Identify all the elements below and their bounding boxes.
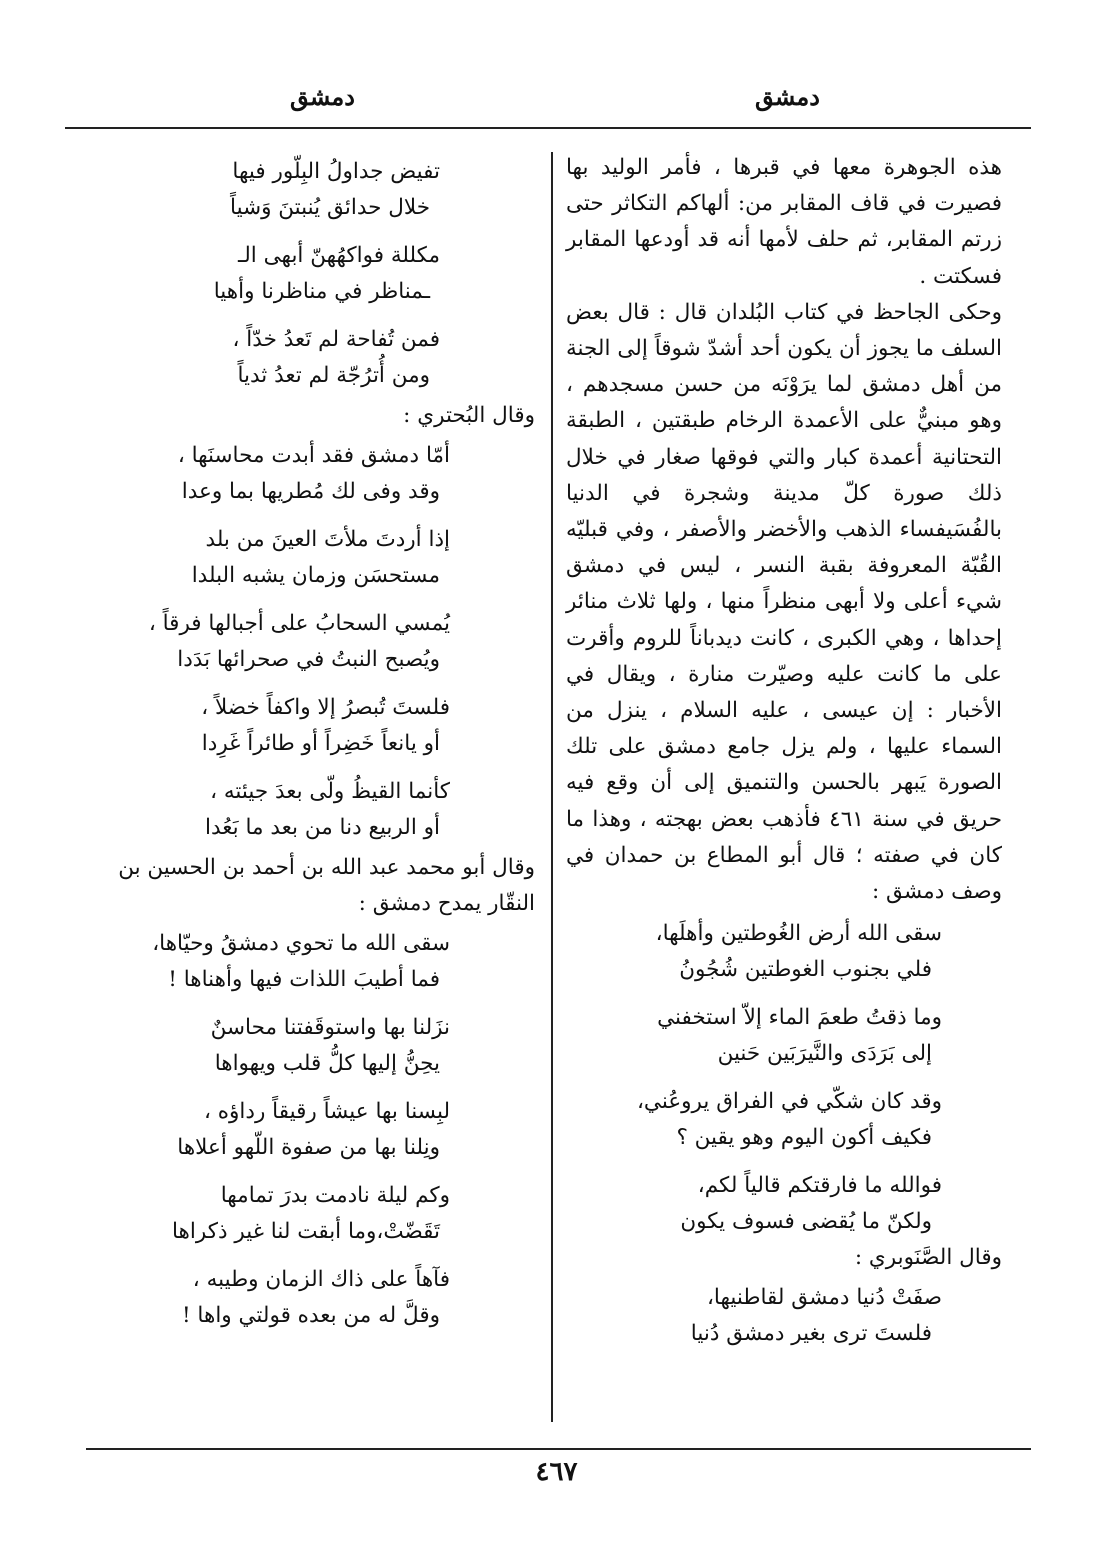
verse-line: تَقَضّتْ،وما أبقت لنا غير ذكراها	[171, 1219, 440, 1244]
poem-abu-al-mutaa	[566, 916, 1002, 1240]
verse-line: سقى الله ما تحوي دمشقُ وحيّاها،	[152, 931, 450, 956]
poem-buhturi	[80, 438, 535, 846]
couplet	[80, 1262, 450, 1334]
verse-line: ونِلنا بها من صفوة اللّهو أعلاها	[177, 1135, 440, 1160]
poem-continuation	[80, 154, 535, 394]
page-number: ٤٦٧	[535, 1457, 578, 1487]
verse-line: صفَتْ دُنيا دمشق لقاطنيها،	[706, 1285, 942, 1311]
poem-naqqar	[80, 926, 535, 1334]
verse-line: سقى الله أرض الغُوطتين وأهلَها،	[655, 921, 942, 947]
poem-intro: وقال البُحتري :	[403, 403, 535, 428]
verse-line: ـمناظر في مناظرنا وأهيا	[213, 279, 430, 304]
poem-intro: وقال الصَّنَوبري :	[854, 1245, 1002, 1271]
verse-line: وكم ليلة نادمت بدرَ تمامها	[220, 1183, 450, 1208]
verse-line: فكيف أكون اليوم وهو يقين ؟	[676, 1125, 932, 1151]
poem-intro: وقال أبو محمد عبد الله بن أحمد بن الحسين بن النقّار يمدح دمشق :	[118, 855, 535, 916]
verse-line: فلستَ ترى بغير دمشق دُنيا	[690, 1321, 932, 1347]
verse-line: فآهاً على ذاك الزمان وطيبه ،	[192, 1267, 450, 1292]
verse-line: ولكنّ ما يُقضى فسوف يكون	[680, 1209, 932, 1235]
couplet	[566, 916, 942, 988]
couplet	[80, 606, 450, 678]
verse-line: نزَلنا بها واستوقَفتنا محاسنٌ	[210, 1015, 450, 1040]
verse-line: ويُصبح النبتُ في صحرائها بَدَدا	[177, 647, 440, 672]
top-rule	[65, 127, 1031, 129]
verse-line: يحِنُّ إليها كلُّ قلب ويهواها	[214, 1051, 440, 1076]
running-header-right: دمشق	[755, 82, 820, 111]
verse-line: وما ذقتُ طعمَ الماء إلاّ استخفني	[657, 1005, 942, 1031]
left-column	[80, 154, 535, 1334]
verse-line: إذا أردتَ ملأتَ العينَ من بلد	[205, 527, 450, 552]
paragraph: وحكى الجاحظ في كتاب البُلدان قال : قال بعض السلف ما يجوز أن يكون أحد أشدّ شوقاً إلى الجنة من أهل دمشق لما يرَوْنَه من حسن مسجدهم ، وهو مبنيٌّ على الأعمدة الرخام طبقتين ، الطبقة التحتانية أعمدة كبار والتي فوقها صغار في خلال ذلك صورة كلّ مدينة وشجرة في الدنيا بالفُسَيفساء الذهب والأخضر والأصفر ، وفي قبليّه القُبّة المعروفة بقبة النسر ، ليس في دمشق شيء أعلى ولا أبهى منظراً منها ، ولها ثلاث منائر إحداها ، وهي الكبرى ، كانت ديدباناً للروم وأقرت على ما كانت عليه وصيّرت منارة ، ويقال في الأخبار : إن عيسى ، عليه السلام ، ينزل من السماء عليها ، ولم يزل جامع دمشق على تلك الصورة يَبهر بالحسن والتنميق إلى أن وقع فيه حريق في سنة ٤٦١ فأذهب بعض بهجته ، وهذا ما كان في صفته ؛ قال أبو المطاع بن حمدان في وصف دمشق :	[566, 299, 1002, 905]
couplet	[566, 1000, 942, 1072]
couplet	[566, 1084, 942, 1156]
verse-line: لبِسنا بها عيشاً رقيقاً رداؤه ،	[203, 1099, 450, 1124]
couplet	[80, 438, 450, 510]
verse-line: فمن تُفاحة لم تَعدُ خدّاً ،	[232, 327, 440, 352]
verse-line: أو يانعاً خَضِراً أو طائراً غَرِدا	[201, 731, 440, 756]
couplet	[80, 522, 450, 594]
couplet	[80, 238, 440, 310]
running-header-left: دمشق	[290, 82, 355, 111]
verse-line: فلي بجنوب الغوطتين شُجُونُ	[679, 957, 932, 983]
verse-line: إلى بَرَدَى والنَّيرَبَين حَنين	[717, 1041, 932, 1067]
bottom-rule	[86, 1448, 1031, 1450]
verse-line: كأنما القيظُ ولّى بعدَ جيئته ،	[210, 779, 450, 804]
verse-line: ومن أُترُجّة لم تعدُ ثدياً	[237, 363, 430, 388]
verse-line: مكللة فواكهُهنّ أبهى الـ	[237, 243, 440, 268]
couplet	[80, 322, 440, 394]
paragraph: هذه الجوهرة معها في قبرها ، فأمر الوليد بها فصيرت في قاف المقابر من: ألهاكم التكاثر حتى زرتم المقابر، ثم حلف لأمها أنه قد أودعها المقابر فسكتت .	[566, 155, 1002, 289]
couplet	[80, 1094, 450, 1166]
verse-line: وقلَّ له من بعده قولتي واها !	[181, 1303, 440, 1328]
couplet	[80, 690, 450, 762]
couplet	[80, 154, 440, 226]
prose-block	[566, 150, 1002, 910]
verse-line: يُمسي السحابُ على أجبالها فرقاً ،	[148, 611, 450, 636]
verse-line: فوالله ما فارقتكم قالياً لكم،	[697, 1173, 942, 1199]
verse-line: وقد كان شكّي في الفراق يروعُني،	[636, 1089, 942, 1115]
verse-line: تفيض جداولُ البِلّور فيها	[232, 159, 440, 184]
verse-line: فلستَ تُبصرُ إلا واكفاً خضلاً ،	[201, 695, 450, 720]
couplet	[566, 1168, 942, 1240]
verse-line: خلال حدائق يُنبتنَ وَشياً	[230, 195, 430, 220]
verse-line: وقد وفى لك مُطريها بما وعدا	[181, 479, 440, 504]
verse-line: أو الربيع دنا من بعد ما بَعُدا	[205, 815, 440, 840]
couplet	[80, 926, 450, 998]
verse-line: فما أطيبَ اللذات فيها وأهناها !	[168, 967, 440, 992]
poem-sanawbari	[566, 1280, 1002, 1352]
verse-line: مستحسَن وزمان يشبه البلدا	[191, 563, 440, 588]
couplet	[80, 1010, 450, 1082]
couplet	[80, 774, 450, 846]
right-column	[566, 150, 1002, 1352]
verse-line: أمّا دمشق فقد أبدت محاسنَها ،	[177, 443, 450, 468]
couplet	[80, 1178, 450, 1250]
column-divider	[551, 152, 553, 1422]
